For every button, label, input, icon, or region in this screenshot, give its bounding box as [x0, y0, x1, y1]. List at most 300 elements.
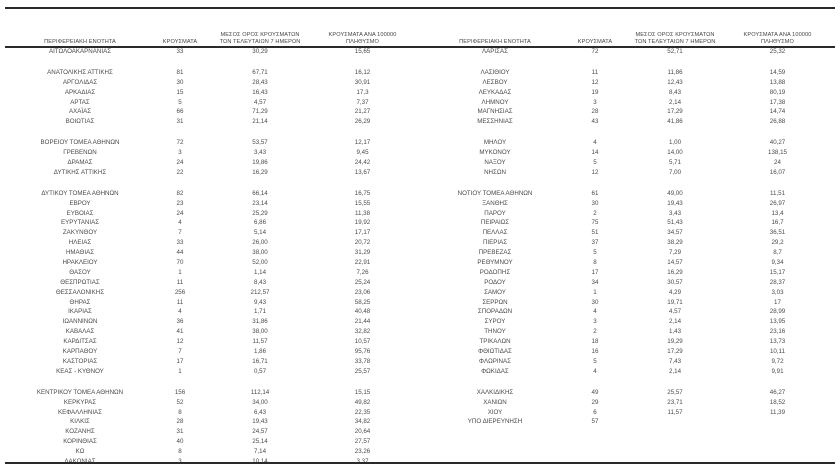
cell-cases: 28	[176, 418, 184, 426]
table-row	[420, 268, 835, 278]
cell-cases: 72	[591, 48, 599, 55]
cell-region: ΜΥΚΟΝΟΥ	[479, 149, 511, 157]
cell-cases: 30	[591, 298, 599, 306]
cell-avg7: 9,43	[253, 298, 267, 306]
cell-per100k: 40,48	[354, 308, 371, 316]
cell-region: ΦΛΩΡΙΝΑΣ	[479, 357, 511, 365]
cell-per100k: 9,34	[771, 259, 784, 267]
cell-region: ΡΟΔΟΠΗΣ	[479, 268, 511, 276]
cell-avg7: 28,43	[252, 78, 268, 86]
cell-per100k: 23,06	[354, 288, 371, 296]
cell-per100k: 7,26	[356, 268, 369, 276]
header-avg7-line1: ΜΕΣΟΣ ΟΡΟΣ ΚΡΟΥΣΜΑΤΩΝ	[220, 32, 300, 38]
cell-region: ΕΒΡΟΥ	[69, 199, 91, 207]
header-per100k-line1: ΚΡΟΥΣΜΑΤΑ ΑΝΑ 100000	[743, 32, 812, 38]
cell-region: ΝΟΤΙΟΥ ΤΟΜΕΑ ΑΘΗΝΩΝ	[457, 189, 533, 197]
table-row	[5, 107, 420, 117]
cell-cases: 4	[593, 308, 597, 316]
cell-region: ΝΗΣΩΝ	[484, 168, 506, 176]
cell-cases: 12	[176, 338, 184, 346]
table-row	[420, 288, 835, 298]
table-row	[420, 238, 835, 248]
cell-region: ΔΥΤΙΚΗΣ ΑΤΤΙΚΗΣ	[53, 168, 107, 176]
cell-region: ΚΙΛΚΙΣ	[70, 418, 90, 426]
cell-per100k: 17,17	[354, 229, 371, 237]
table-row	[420, 88, 835, 98]
table-row	[420, 258, 835, 268]
cell-region: ΙΩΑΝΝΙΝΩΝ	[62, 318, 98, 326]
cell-per100k: 26,29	[354, 118, 371, 126]
cell-avg7: 8,43	[668, 88, 682, 96]
cell-avg7: 34,00	[252, 398, 268, 406]
table-row	[5, 337, 420, 347]
cell-avg7: 1,00	[668, 139, 682, 147]
table-row	[5, 408, 420, 418]
cell-per100k: 9,45	[356, 149, 369, 157]
table-row	[5, 258, 420, 268]
cell-region: ΚΟΖΑΝΗΣ	[65, 428, 95, 436]
cell-cases: 17	[176, 357, 184, 365]
cell-region: ΒΟΙΩΤΙΑΣ	[65, 118, 95, 126]
cell-region: ΚΩ	[75, 448, 85, 456]
table-row	[420, 209, 835, 219]
cell-region: ΞΑΝΘΗΣ	[482, 199, 508, 207]
table-row	[5, 189, 420, 199]
cell-per100k: 14,59	[769, 68, 786, 76]
cell-region: ΑΙΤΩΛΟΑΚΑΡΝΑΝΙΑΣ	[48, 48, 112, 55]
cell-cases: 72	[176, 139, 184, 147]
cell-per100k: 17	[774, 298, 781, 306]
header-avg7-line2: ΤΩΝ ΤΕΛΕΥΤΑΙΩΝ 7 ΗΜΕΡΩΝ	[219, 39, 301, 45]
cell-cases: 16	[591, 348, 599, 356]
table-row	[420, 317, 835, 327]
cell-avg7: 19,43	[252, 418, 268, 426]
cell-avg7: 11,57	[252, 338, 268, 346]
cell-region: ΠΡΕΒΕΖΑΣ	[478, 249, 512, 257]
cell-avg7: 14,00	[667, 149, 683, 157]
cell-region: ΧΑΛΚΙΔΙΚΗΣ	[476, 388, 514, 396]
cell-per100k: 20,72	[354, 239, 371, 247]
cell-avg7: 4,57	[668, 308, 682, 316]
cell-per100k: 13,67	[354, 168, 371, 176]
cell-avg7: 41,86	[667, 118, 683, 126]
table-row	[5, 317, 420, 327]
cell-avg7: 23,14	[252, 199, 268, 207]
cell-cases: 12	[591, 168, 599, 176]
cell-cases: 7	[178, 229, 182, 237]
cell-cases: 82	[176, 189, 184, 197]
cell-cases: 19	[591, 88, 599, 96]
table-row	[5, 307, 420, 317]
cell-avg7: 31,86	[252, 318, 268, 326]
header-avg7	[210, 32, 310, 46]
cell-avg7: 12,43	[667, 78, 683, 86]
cell-per100k: 13,95	[769, 318, 786, 326]
cell-cases: 49	[591, 388, 599, 396]
cell-cases: 1	[178, 268, 182, 276]
table-row	[420, 107, 835, 117]
cell-region: ΧΑΝΙΩΝ	[483, 398, 507, 406]
cell-per100k: 15,17	[769, 268, 786, 276]
table-body-left	[5, 47, 420, 467]
cell-region: ΛΑΡΙΣΑΣ	[482, 48, 508, 55]
cell-cases: 12	[591, 78, 599, 86]
cell-avg7: 8,43	[253, 278, 267, 286]
cell-per100k: 26,88	[769, 118, 786, 126]
header-avg7	[625, 32, 725, 46]
cell-avg7: 66,14	[252, 189, 268, 197]
cell-cases: 11	[176, 278, 184, 286]
cell-per100k: 11,51	[769, 189, 786, 197]
cell-per100k: 23,26	[354, 448, 371, 456]
cell-region: ΖΑΚΥΝΘΟΥ	[62, 229, 98, 237]
cell-region: ΚΕΡΚΥΡΑΣ	[63, 398, 97, 406]
cell-avg7: 30,57	[667, 278, 683, 286]
table-row	[420, 408, 835, 418]
table-row	[420, 398, 835, 408]
cell-cases: 3	[593, 318, 597, 326]
cell-avg7: 25,14	[252, 438, 268, 446]
cell-region: ΡΟΔΟΥ	[484, 278, 506, 286]
cell-region: ΚΕΑΣ - ΚΥΘΝΟΥ	[56, 367, 104, 375]
table-row	[420, 357, 835, 367]
cell-per100k: 25,32	[769, 48, 786, 55]
cell-avg7: 19,86	[252, 159, 268, 167]
header-per100k-line1: ΚΡΟΥΣΜΑΤΑ ΑΝΑ 100000	[328, 32, 397, 38]
cell-cases: 1	[593, 288, 597, 296]
cell-per100k: 24,42	[354, 159, 371, 167]
table-row	[5, 447, 420, 457]
cell-per100k: 17,3	[356, 88, 369, 96]
table-row	[5, 298, 420, 308]
cell-cases: 11	[591, 68, 599, 76]
cell-cases: 3	[178, 149, 182, 157]
table-row	[5, 248, 420, 258]
table-row	[5, 218, 420, 228]
cell-cases: 3	[593, 98, 597, 106]
cell-region: ΓΡΕΒΕΝΩΝ	[63, 149, 97, 157]
cell-cases: 17	[591, 268, 599, 276]
cell-avg7: 1,43	[668, 328, 682, 336]
table-row	[420, 248, 835, 258]
cell-per100k: 33,78	[354, 357, 371, 365]
cell-avg7: 4,57	[253, 98, 267, 106]
cell-avg7: 16,43	[252, 88, 268, 96]
cell-avg7: 5,14	[253, 229, 267, 237]
cell-region: ΣΕΡΡΩΝ	[482, 298, 508, 306]
cell-cases: 29	[591, 398, 599, 406]
cell-avg7: 7,14	[253, 448, 267, 456]
cell-avg7: 17,29	[667, 108, 683, 116]
cell-avg7: 38,00	[252, 249, 268, 257]
header-region: ΠΕΡΙΦΕΡΕΙΑΚΗ ΕΝΟΤΗΤΑ	[44, 39, 116, 45]
cell-cases: 6	[593, 408, 597, 416]
cell-per100k: 95,76	[354, 348, 371, 356]
cell-cases: 70	[176, 259, 184, 267]
cell-region: ΣΑΜΟΥ	[484, 288, 506, 296]
cell-cases: 256	[174, 288, 186, 296]
table-row	[420, 307, 835, 317]
cell-cases: 8	[593, 259, 597, 267]
cell-cases: 5	[593, 249, 597, 257]
cell-avg7: 51,43	[667, 219, 683, 227]
table-row	[5, 209, 420, 219]
table-row	[5, 417, 420, 427]
header-cases: ΚΡΟΥΣΜΑΤΑ	[162, 39, 198, 45]
table-right-half	[420, 0, 835, 474]
cell-region: ΤΡΙΚΑΛΩΝ	[479, 338, 511, 346]
table-row	[5, 278, 420, 288]
cell-region: ΔΥΤΙΚΟΥ ΤΟΜΕΑ ΑΘΗΝΩΝ	[41, 189, 119, 197]
cell-avg7: 3,43	[253, 149, 267, 157]
cell-avg7: 6,86	[253, 219, 267, 227]
cell-region: ΧΙΟΥ	[487, 408, 503, 416]
cell-cases: 52	[176, 398, 184, 406]
cell-avg7: 38,29	[667, 239, 683, 247]
cell-avg7: 52,00	[252, 259, 268, 267]
cell-region: ΑΡΓΟΛΙΔΑΣ	[62, 78, 98, 86]
cell-region: ΑΝΑΤΟΛΙΚΗΣ ΑΤΤΙΚΗΣ	[47, 68, 113, 76]
cell-region: ΥΠΟ ΔΙΕΡΕΥΝΗΣΗ	[467, 418, 523, 426]
cell-cases: 24	[176, 159, 184, 167]
table-row	[5, 98, 420, 108]
cell-per100k: 18,52	[769, 398, 786, 406]
cell-region: ΤΗΝΟΥ	[484, 328, 506, 336]
cell-avg7: 71,29	[252, 108, 268, 116]
cell-region: ΔΡΑΜΑΣ	[67, 159, 93, 167]
cell-region: ΜΗΛΟΥ	[483, 139, 507, 147]
cell-cases: 4	[178, 308, 182, 316]
header-per100k	[725, 32, 830, 46]
cell-cases: 5	[593, 357, 597, 365]
table-row	[420, 68, 835, 78]
table-row	[420, 218, 835, 228]
cell-per100k: 36,51	[769, 229, 786, 237]
cell-cases: 57	[591, 418, 599, 426]
cell-avg7: 112,14	[250, 388, 270, 396]
cell-region: ΝΑΞΟΥ	[484, 159, 506, 167]
cell-avg7: 16,29	[667, 268, 683, 276]
header-region: ΠΕΡΙΦΕΡΕΙΑΚΗ ΕΝΟΤΗΤΑ	[459, 39, 531, 45]
cell-avg7: 34,57	[667, 229, 683, 237]
cell-region: ΛΑΣΙΘΙΟΥ	[480, 68, 510, 76]
cell-per100k: 15,15	[354, 388, 371, 396]
cell-region: ΑΡΚΑΔΙΑΣ	[64, 88, 96, 96]
cell-per100k: 31,29	[354, 249, 371, 257]
table-row	[420, 47, 835, 57]
cell-cases: 2	[593, 209, 597, 217]
cell-per100k: 30,91	[354, 78, 371, 86]
cell-cases: 7	[178, 348, 182, 356]
cell-avg7: 23,71	[667, 398, 683, 406]
cell-region: ΜΑΓΝΗΣΙΑΣ	[477, 108, 513, 116]
cell-avg7: 19,43	[667, 199, 683, 207]
cell-per100k: 32,82	[354, 328, 371, 336]
cell-per100k: 16,12	[354, 68, 371, 76]
table-row	[5, 357, 420, 367]
cell-region: ΚΟΡΙΝΘΙΑΣ	[63, 438, 97, 446]
header-per100k-line2: ΠΛΗΘΥΣΜΟ	[346, 39, 379, 45]
cell-region: ΘΑΣΟΥ	[69, 268, 91, 276]
table-row	[5, 427, 420, 437]
cell-per100k: 11,39	[769, 408, 786, 416]
cell-region: ΘΗΡΑΣ	[69, 298, 91, 306]
cell-per100k: 17,38	[769, 98, 786, 106]
cell-region: ΗΛΕΙΑΣ	[68, 239, 92, 247]
cell-avg7: 16,71	[252, 357, 268, 365]
cell-avg7: 1,71	[253, 308, 267, 316]
cell-cases: 24	[176, 209, 184, 217]
table-row	[420, 138, 835, 148]
cell-region: ΠΑΡΟΥ	[484, 209, 506, 217]
table-row	[5, 138, 420, 148]
table-header	[5, 26, 420, 46]
table-row	[5, 78, 420, 88]
cell-cases: 34	[591, 278, 599, 286]
cell-avg7: 11,57	[667, 408, 683, 416]
table-row	[420, 189, 835, 199]
cell-per100k: 23,16	[769, 328, 786, 336]
cell-avg7: 7,43	[668, 357, 682, 365]
cell-per100k: 16,07	[769, 168, 786, 176]
cell-per100k: 11,38	[354, 209, 371, 217]
table-row	[420, 98, 835, 108]
cell-avg7: 24,57	[252, 428, 268, 436]
cell-per100k: 16,7	[771, 219, 784, 227]
cell-per100k: 15,65	[354, 48, 371, 55]
cell-region: ΣΠΟΡΑΔΩΝ	[477, 308, 513, 316]
cell-region: ΒΟΡΕΙΟΥ ΤΟΜΕΑ ΑΘΗΝΩΝ	[40, 139, 120, 147]
cell-region: ΡΕΘΥΜΝΟΥ	[477, 259, 513, 267]
cell-per100k: 10,57	[354, 338, 371, 346]
table-row	[420, 158, 835, 168]
cell-avg7: 5,71	[668, 159, 682, 167]
cell-region: ΛΗΜΝΟΥ	[481, 98, 509, 106]
cell-per100k: 29,2	[771, 239, 784, 247]
cell-region: ΦΘΙΩΤΙΔΑΣ	[478, 348, 512, 356]
cell-cases: 8	[178, 448, 182, 456]
cell-region: ΗΡΑΚΛΕΙΟΥ	[62, 259, 98, 267]
table-row	[420, 417, 835, 427]
table-row	[420, 228, 835, 238]
table-row	[5, 437, 420, 447]
cell-cases: 15	[176, 88, 184, 96]
cell-cases: 40	[176, 438, 184, 446]
cell-cases: 11	[176, 298, 184, 306]
table-row	[5, 268, 420, 278]
cell-avg7: 11,86	[667, 68, 683, 76]
cell-per100k: 20,64	[354, 428, 371, 436]
cell-cases: 4	[593, 367, 597, 375]
cell-per100k: 22,35	[354, 408, 371, 416]
cell-avg7: 0,57	[253, 367, 267, 375]
cell-avg7: 2,14	[668, 318, 682, 326]
cell-per100k: 25,57	[354, 367, 371, 375]
cell-region: ΗΜΑΘΙΑΣ	[65, 249, 95, 257]
table-header	[420, 26, 835, 46]
cell-avg7: 49,00	[667, 189, 683, 197]
cell-per100k: 13,73	[769, 338, 786, 346]
table-row	[5, 148, 420, 158]
cell-avg7: 53,57	[252, 139, 268, 147]
cell-avg7: 30,29	[252, 48, 268, 55]
cell-per100k: 16,75	[354, 189, 371, 197]
cell-cases: 51	[591, 229, 599, 237]
cell-cases: 44	[176, 249, 184, 257]
cell-per100k: 7,37	[356, 98, 369, 106]
cell-cases: 5	[593, 159, 597, 167]
cell-region: ΘΕΣΠΡΩΤΙΑΣ	[60, 278, 100, 286]
table-row	[5, 367, 420, 377]
table-row	[420, 78, 835, 88]
cell-cases: 43	[591, 118, 599, 126]
header-cases: ΚΡΟΥΣΜΑΤΑ	[577, 39, 613, 45]
cell-region: ΘΕΣΣΑΛΟΝΙΚΗΣ	[55, 288, 105, 296]
cell-avg7: 3,43	[668, 209, 682, 217]
table-row	[420, 278, 835, 288]
table-row	[420, 388, 835, 398]
table-bottom-rule	[5, 462, 835, 464]
table-row	[5, 68, 420, 78]
table-row	[5, 327, 420, 337]
cell-avg7: 2,14	[668, 367, 682, 375]
cell-cases: 28	[591, 108, 599, 116]
cell-cases: 30	[591, 199, 599, 207]
cell-avg7: 26,00	[252, 239, 268, 247]
cell-avg7: 4,29	[668, 288, 682, 296]
header-avg7-line2: ΤΩΝ ΤΕΛΕΥΤΑΙΩΝ 7 ΗΜΕΡΩΝ	[634, 39, 716, 45]
cell-per100k: 25,24	[354, 278, 371, 286]
header-per100k	[310, 32, 415, 46]
table-row	[420, 148, 835, 158]
cell-avg7: 16,29	[252, 168, 268, 176]
cell-region: ΣΥΡΟΥ	[484, 318, 506, 326]
table-left-half	[5, 0, 420, 474]
cell-per100k: 49,82	[354, 398, 371, 406]
cell-per100k: 12,17	[354, 139, 371, 147]
cell-region: ΠΕΛΛΑΣ	[482, 229, 508, 237]
cell-avg7: 21,14	[252, 118, 268, 126]
cell-cases: 22	[176, 168, 184, 176]
cell-cases: 2	[593, 328, 597, 336]
cell-per100k: 21,27	[354, 108, 371, 116]
cell-per100k: 13,4	[771, 209, 784, 217]
cell-cases: 8	[178, 408, 182, 416]
cell-region: ΛΕΣΒΟΥ	[482, 78, 508, 86]
table-row	[5, 238, 420, 248]
cell-avg7: 7,00	[668, 168, 682, 176]
cell-cases: 37	[591, 239, 599, 247]
table-row	[5, 388, 420, 398]
cell-cases: 14	[591, 149, 599, 157]
table-row	[5, 228, 420, 238]
cell-region: ΠΙΕΡΙΑΣ	[482, 239, 508, 247]
cell-cases: 31	[176, 428, 184, 436]
cell-per100k: 13,88	[769, 78, 786, 86]
cell-avg7: 7,29	[668, 249, 682, 257]
cell-per100k: 10,11	[769, 348, 786, 356]
cell-per100k: 46,27	[769, 388, 786, 396]
cell-cases: 23	[176, 199, 184, 207]
cell-region: ΚΕΦΑΛΛΗΝΙΑΣ	[57, 408, 102, 416]
cell-region: ΙΚΑΡΙΑΣ	[68, 308, 92, 316]
cell-avg7: 38,00	[252, 328, 268, 336]
cell-avg7: 19,71	[667, 298, 683, 306]
cell-per100k: 80,19	[769, 88, 786, 96]
cell-cases: 4	[593, 139, 597, 147]
cell-cases: 66	[176, 108, 184, 116]
cell-region: ΕΥΒΟΙΑΣ	[66, 209, 94, 217]
